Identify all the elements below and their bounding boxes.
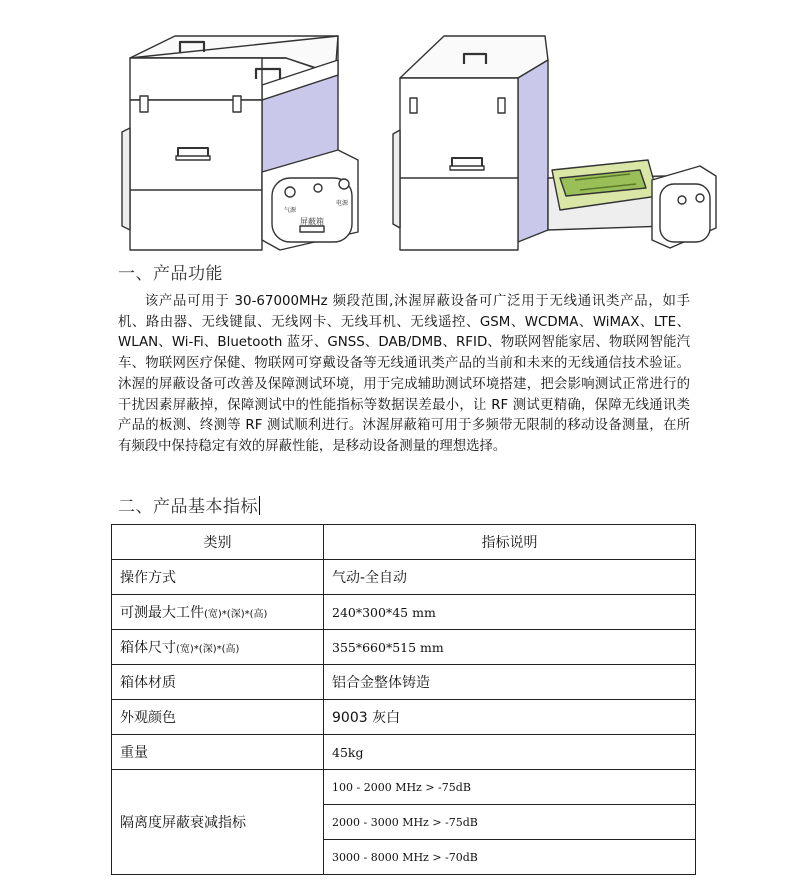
product-illustration xyxy=(0,0,800,258)
section-heading-basic-specs-text: 二、产品基本指标 xyxy=(118,497,258,517)
table-row xyxy=(112,770,696,805)
row-value: 铝合金整体铸造 xyxy=(324,665,696,700)
table-row xyxy=(112,630,696,665)
section-heading-basic-specs xyxy=(118,492,260,517)
attenuation-value: 3000 - 8000 MHz > -70dB xyxy=(324,840,696,875)
table-row xyxy=(112,700,696,735)
header-category: 类别 xyxy=(112,525,324,560)
panel-label-left: 气源 xyxy=(284,207,297,214)
row-value: 355*660*515 mm xyxy=(324,630,696,665)
row-label: 箱体材质 xyxy=(112,665,324,700)
row-value: 气动-全自动 xyxy=(324,560,696,595)
spec-table xyxy=(111,524,696,875)
row-label: 外观颜色 xyxy=(112,700,324,735)
attenuation-value: 2000 - 3000 MHz > -75dB xyxy=(324,805,696,840)
row-value: 9003 灰白 xyxy=(324,700,696,735)
product-function-paragraph: 该产品可用于 30-67000MHz 频段范围,沐渥屏蔽设备可广泛用于无线通讯类产品，如手机、路由器、无线键鼠、无线网卡、无线耳机、无线遥控、GSM、WCDMA、WiMAX、LTE、WLAN、Wi-Fi、Bluetooth 蓝牙、GNSS、DAB/DMB、RFID、物联网智能家居、物联网智能汽车、物联网医疗保健、物联网可穿戴设备等无线通讯类产品的当前和未来的无线通信技术验证。沐渥的屏蔽设备可改善及保障测试环境，用于完成辅助测试环境搭建，把会影响测试正常进行的干扰因素屏蔽掉，保障测试中的性能指标等数据误差最小，让 RF 测试更精确，保障无线通讯类产品的板测、终测等 RF 测试顺利进行。沐渥屏蔽箱可用于多频带无限制的移动设备测量，在所有频段中保持稳定有效的屏蔽性能，是移动设备测量的理想选择。 xyxy=(118,294,690,454)
attenuation-value: 100 - 2000 MHz > -75dB xyxy=(324,770,696,805)
row-label-suffix: (宽)*(深)*(高) xyxy=(204,609,268,620)
row-value: 240*300*45 mm xyxy=(324,595,696,630)
row-label xyxy=(112,595,324,630)
text-cursor xyxy=(259,496,260,515)
panel-label-right: 电源 xyxy=(336,200,349,207)
row-label-suffix: (宽)*(深)*(高) xyxy=(176,644,240,655)
row-value: 45kg xyxy=(324,735,696,770)
table-row xyxy=(112,560,696,595)
row-label-text: 箱体尺寸 xyxy=(120,640,176,656)
row-label xyxy=(112,630,324,665)
panel-logo-text: 屏蔽箱 xyxy=(300,217,324,226)
table-row xyxy=(112,665,696,700)
table-header-row xyxy=(112,525,696,560)
row-label: 重量 xyxy=(112,735,324,770)
section-heading-product-function: 一、产品功能 xyxy=(118,264,223,284)
open-shield-box-drawing xyxy=(393,36,716,250)
table-row xyxy=(112,595,696,630)
row-label-text: 可测最大工件 xyxy=(120,605,204,621)
table-row xyxy=(112,735,696,770)
row-label: 操作方式 xyxy=(112,560,324,595)
header-description: 指标说明 xyxy=(324,525,696,560)
attenuation-label: 隔离度屏蔽衰减指标 xyxy=(112,770,324,875)
